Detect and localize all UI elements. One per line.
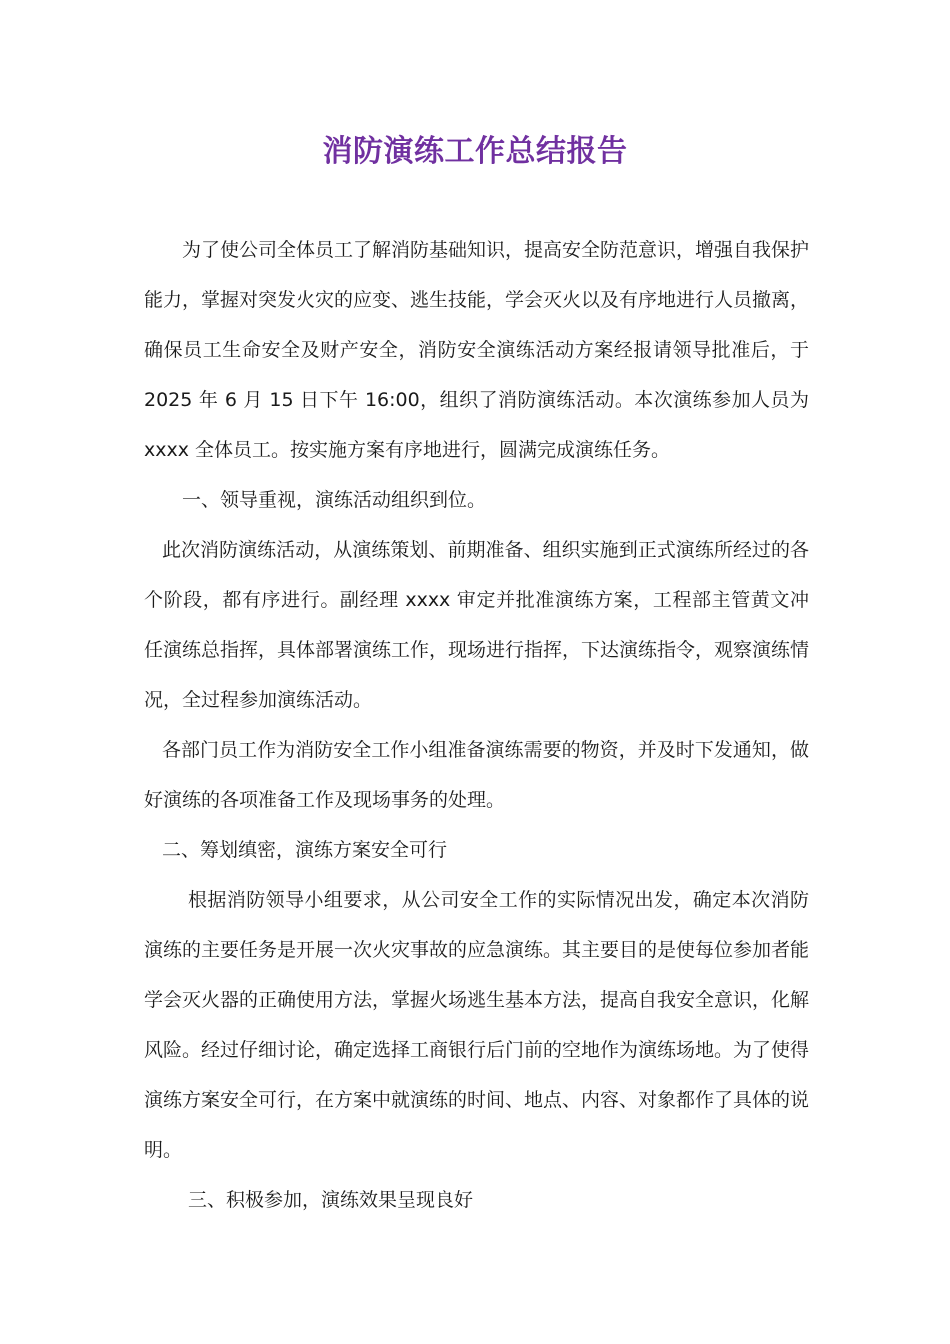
paragraph-intro: 为了使公司全体员工了解消防基础知识，提高安全防范意识，增强自我保护能力，掌握对突发火灾的应变、逃生技能，学会灭火以及有序地进行人员撤离，确保员工生命安全及财产安全，消防安全演练活动方案经报请领导批准后，于 2025 年 6 月 15 日下午 16:00，组织了消防演练活动。本次演练参加人员为 xxxx 全体员工。按实施方案有序地进行，圆满完成演练任务。	[144, 239, 810, 461]
page-title: 消防演练工作总结报告	[322, 134, 628, 169]
paragraph-section-1: 此次消防演练活动，从演练策划、前期准备、组织实施到正式演练所经过的各个阶段，都有序进行。副经理 xxxx 审定并批准演练方案，工程部主管黄文冲任演练总指挥，具体部署演练工作，现场进行指挥，下达演练指令，观察演练情况，全过程参加演练活动。	[144, 539, 810, 711]
document-body	[144, 225, 809, 1225]
section-heading-2: 二、筹划缜密，演练方案安全可行	[162, 839, 448, 861]
section-heading-3: 三、积极参加，演练效果呈现良好	[188, 1189, 474, 1211]
section-heading-1: 一、领导重视，演练活动组织到位。	[182, 489, 487, 511]
paragraph-preparation: 各部门员工作为消防安全工作小组准备演练需要的物资，并及时下发通知，做好演练的各项准备工作及现场事务的处理。	[144, 739, 809, 811]
paragraph-section-2: 根据消防领导小组要求，从公司安全工作的实际情况出发，确定本次消防演练的主要任务是开展一次火灾事故的应急演练。其主要目的是使每位参加者能学会灭火器的正确使用方法，掌握火场逃生基本方法，提高自我安全意识，化解风险。经过仔细讨论，确定选择工商银行后门前的空地作为演练场地。为了使得演练方案安全可行，在方案中就演练的时间、地点、内容、对象都作了具体的说明。	[144, 889, 810, 1161]
